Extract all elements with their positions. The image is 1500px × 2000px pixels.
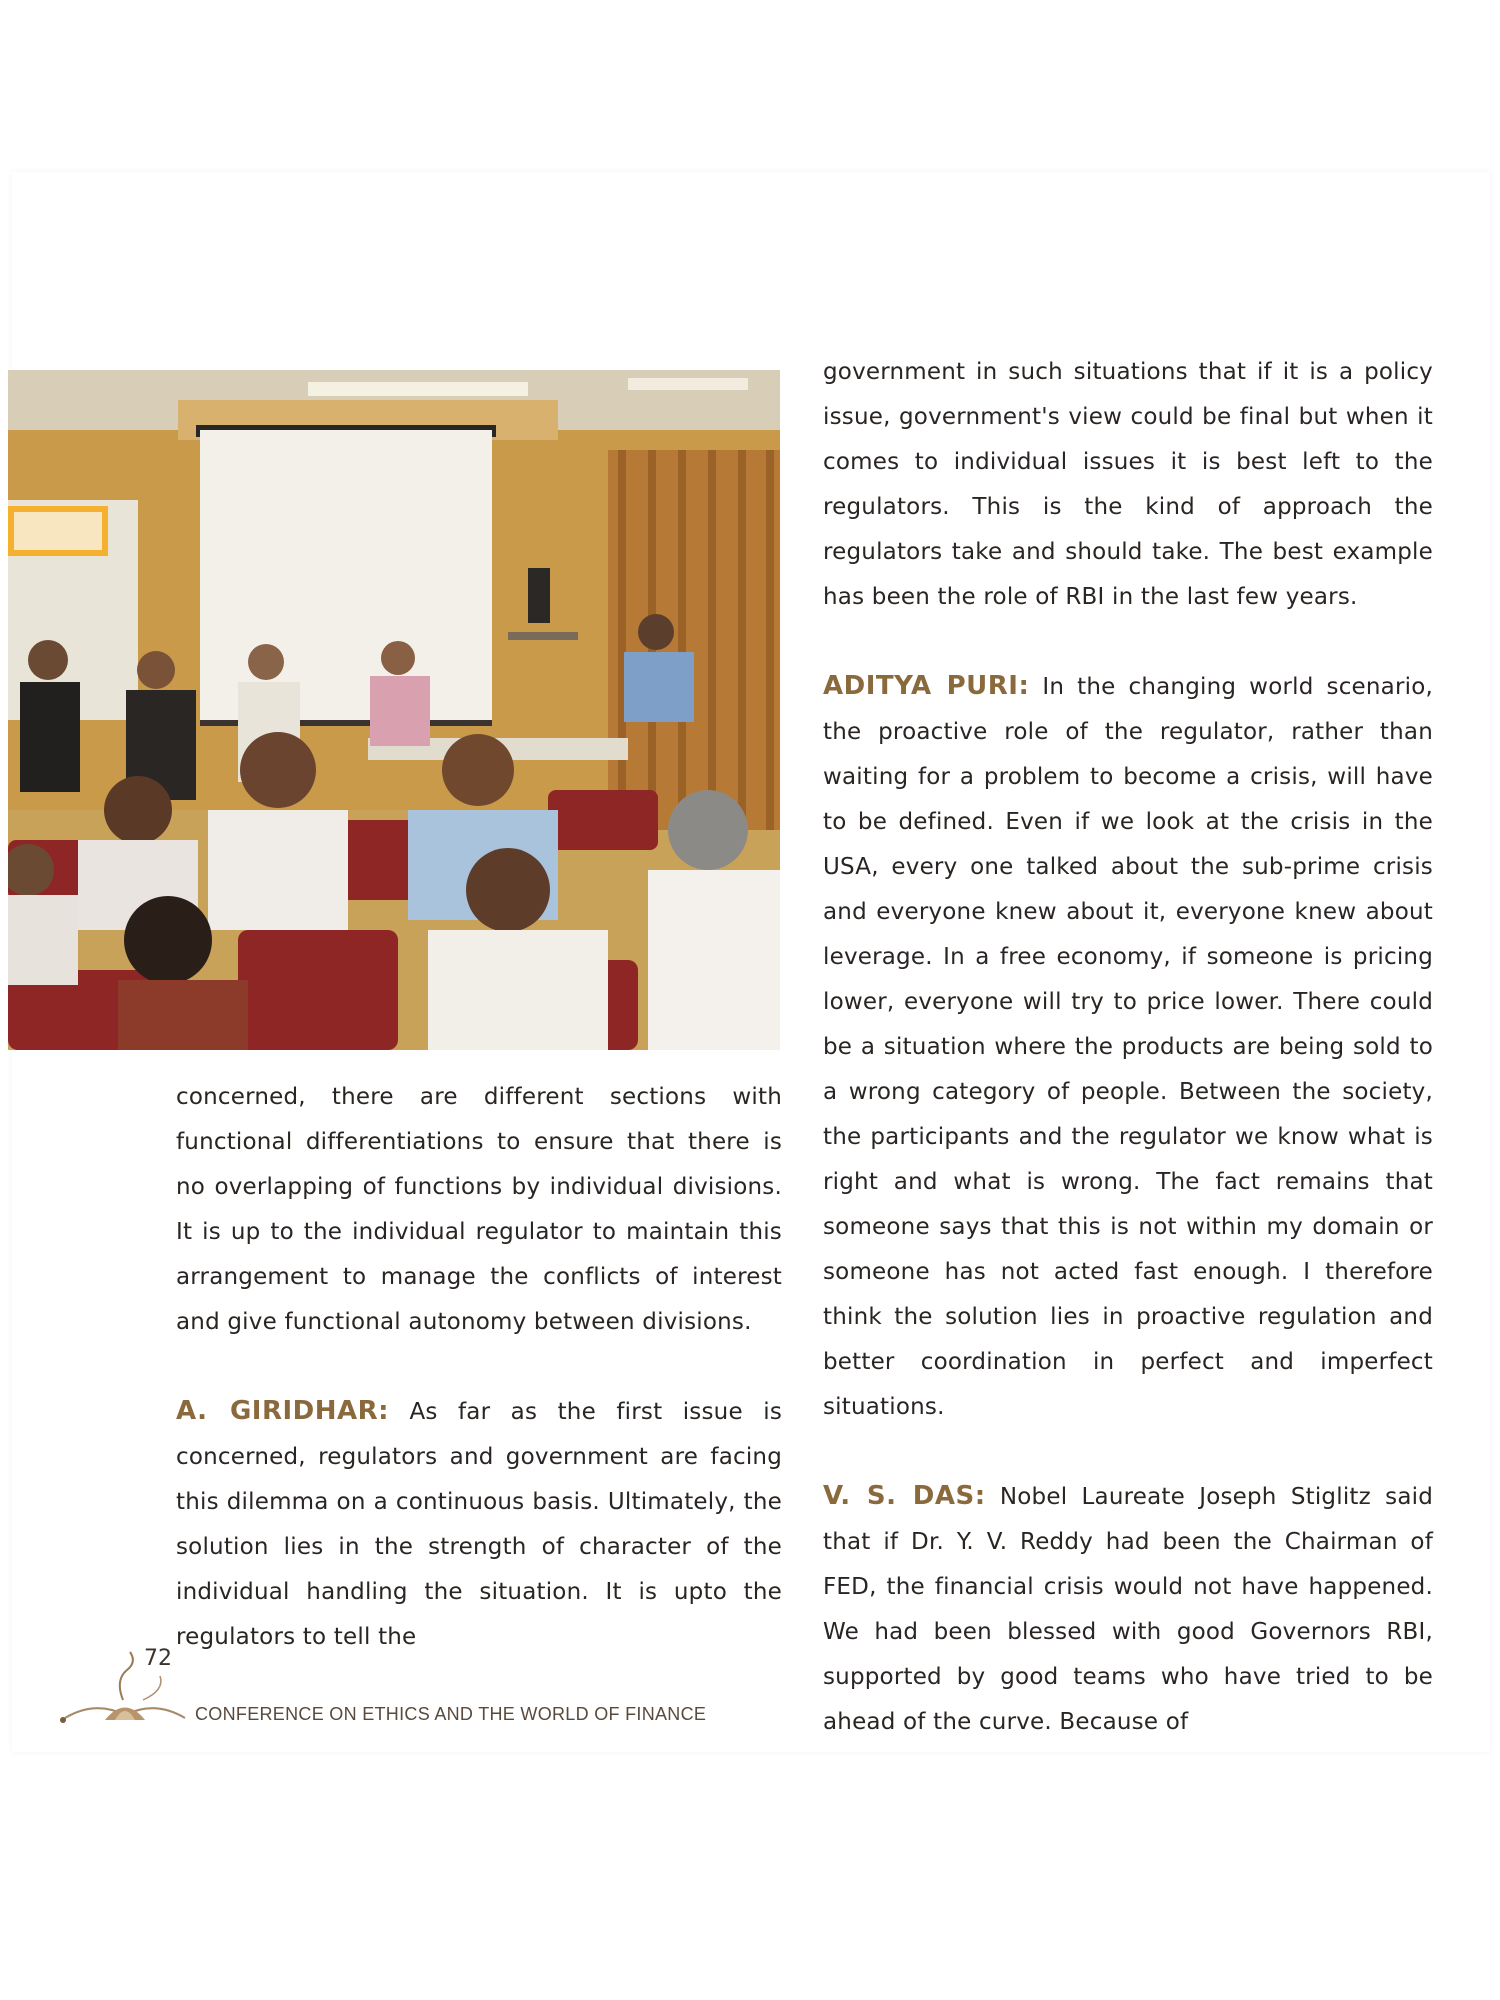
right-paragraph-1: government in such situations that if it is a policy issue, government's view could be final but when it comes to individual issues it is best left to the regulators. This is the kind of approach the regulators take and should take. The best example has been the role of RBI in the last few years. (823, 359, 1433, 610)
right-column-text (823, 350, 1433, 1745)
aditya-puri-statement: In the changing world scenario, the proactive role of the regulator, rather than waiting for a problem to become a crisis, will have to be defined. Even if we look at the crisis in the USA, every one talked about the sub-prime crisis and everyone knew about it, everyone knew about leverage. In a free economy, if someone is pricing lower, everyone will try to price lower. There could be a situation where the products are being sold to a wrong category of people. Between the society, the participants and the regulator we know what is right and what is wrong. The fact remains that someone says that this is not within my domain or someone has not acted fast enough. I therefore think the solution lies in proactive regulation and better coordination in perfect and imperfect situations. (823, 674, 1433, 1420)
speaker-vs-das: V. S. DAS: (823, 1481, 986, 1511)
right-paragraph-2 (823, 664, 1433, 1430)
speaker-giridhar: A. GIRIDHAR: (176, 1396, 390, 1426)
vs-das-statement: Nobel Laureate Joseph Stiglitz said that if Dr. Y. V. Reddy had been the Chairman of FED, the financial crisis would not have happened. We had been blessed with good Governors RBI, supported by good teams who have tried to be ahead of the curve. Because of (823, 1484, 1433, 1735)
conference-panel-photo-illustration (8, 370, 780, 1050)
giridhar-statement: As far as the first issue is concerned, regulators and government are facing this dilemma on a continuous basis. Ultimately, the solution lies in the strength of character of the individual handling the situation. It is upto the regulators to tell the (176, 1399, 782, 1650)
right-paragraph-3 (823, 1474, 1433, 1745)
left-paragraph-1: concerned, there are different sections with functional differentiations to ensure that there is no overlapping of functions by individual divisions. It is up to the individual regulator to maintain this arrangement to manage the conflicts of interest and give functional autonomy between divisions. (176, 1084, 782, 1335)
conference-photo (8, 370, 780, 1050)
footer-title: CONFERENCE ON ETHICS AND THE WORLD OF FINANCE (195, 1704, 707, 1724)
left-column-text (176, 1075, 782, 1660)
left-paragraph-2 (176, 1389, 782, 1660)
page-number: 72 (144, 1646, 172, 1671)
lotus-ornament-icon (55, 1640, 195, 1735)
speaker-aditya-puri: ADITYA PURI: (823, 671, 1030, 701)
